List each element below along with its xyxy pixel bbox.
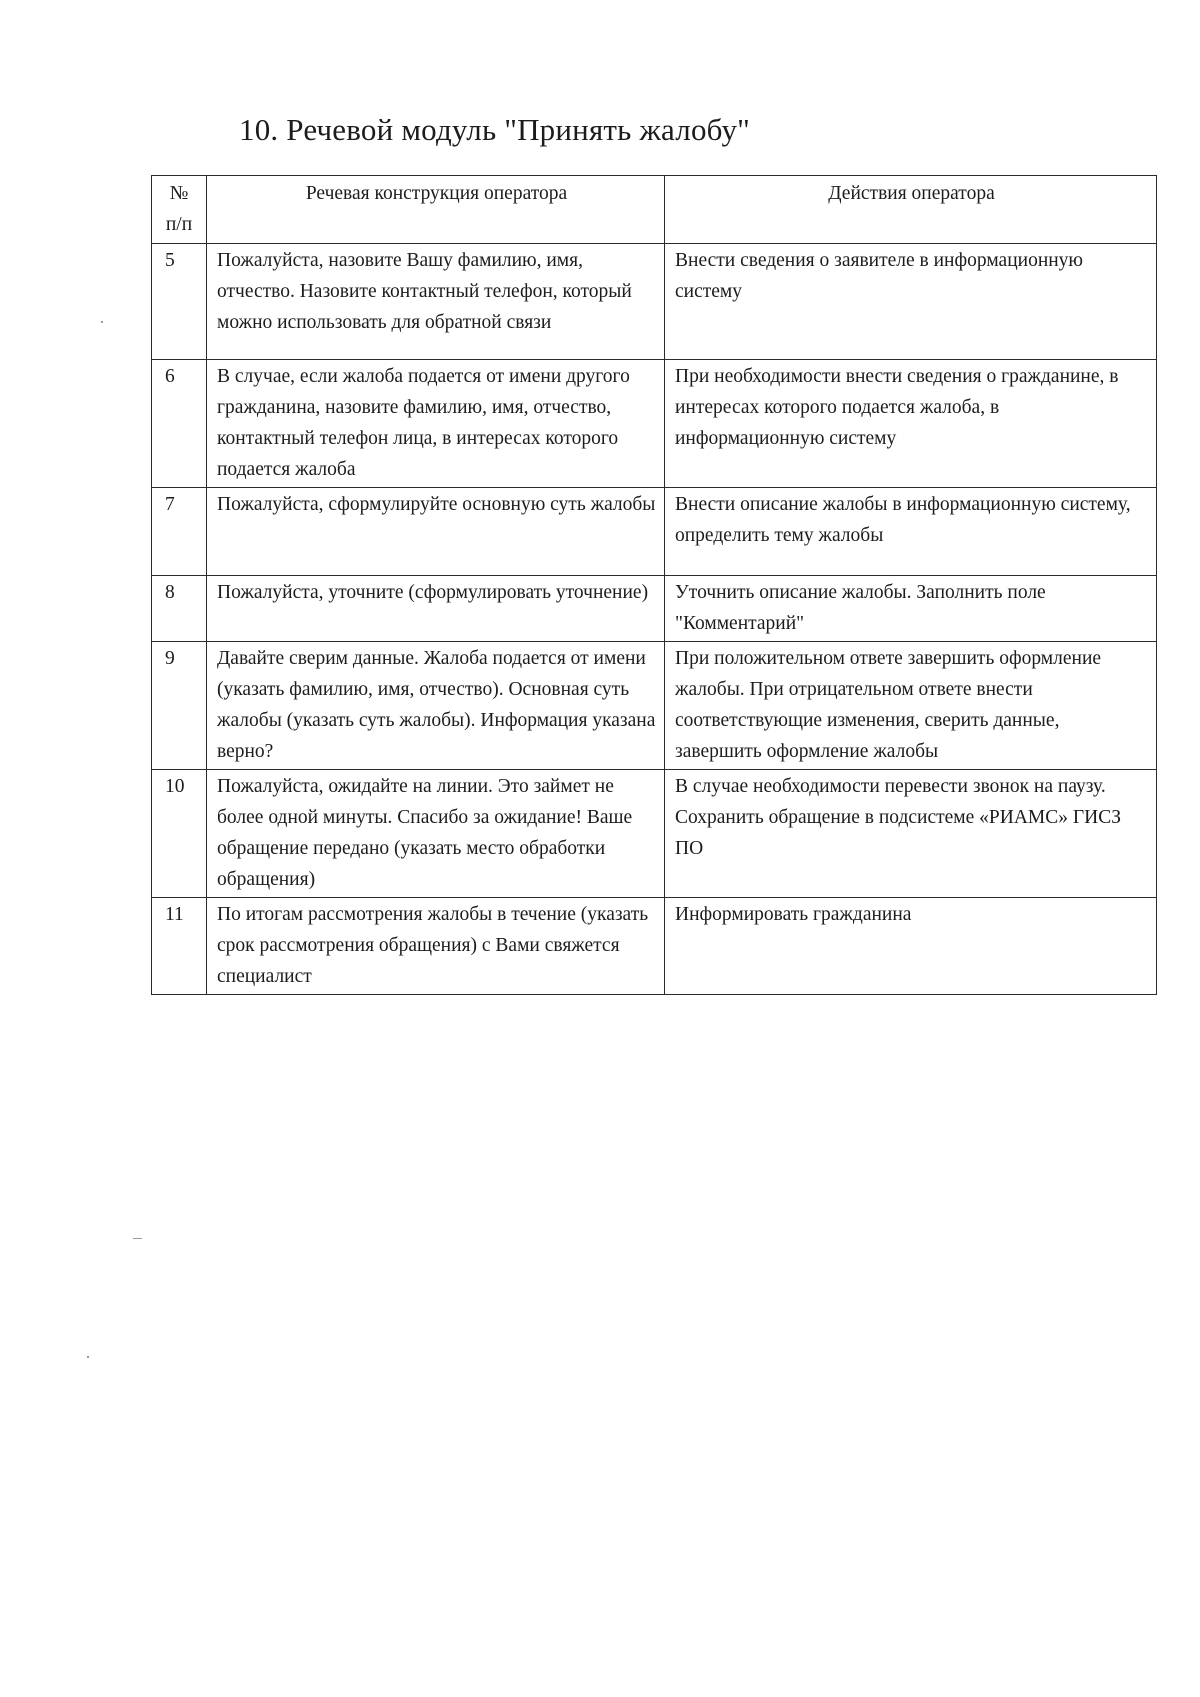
column-header-action: Действия оператора [665, 176, 1157, 244]
column-header-speech: Речевая конструкция оператора [207, 176, 665, 244]
column-header-number [152, 176, 207, 244]
speech-cell: В случае, если жалоба подается от имени другого гражданина, назовите фамилию, имя, отчество, контактный телефон лица, в интересах которого подается жалоба [207, 360, 665, 488]
row-number: 11 [152, 898, 207, 995]
scan-artifact [87, 1356, 89, 1358]
table-row [152, 488, 1157, 576]
action-cell: Уточнить описание жалобы. Заполнить поле "Комментарий" [665, 576, 1157, 642]
row-number: 9 [152, 642, 207, 770]
scan-artifact [101, 321, 103, 323]
speech-cell: Пожалуйста, сформулируйте основную суть жалобы [207, 488, 665, 576]
row-number: 8 [152, 576, 207, 642]
table-row [152, 642, 1157, 770]
row-number: 6 [152, 360, 207, 488]
action-cell: Информировать гражданина [665, 898, 1157, 995]
speech-cell: По итогам рассмотрения жалобы в течение (указать срок рассмотрения обращения) с Вами свяжется специалист [207, 898, 665, 995]
speech-module-table [151, 175, 1157, 995]
table-row [152, 770, 1157, 898]
speech-cell: Давайте сверим данные. Жалоба подается от имени (указать фамилию, имя, отчество). Основная суть жалобы (указать суть жалобы). Информация указана верно? [207, 642, 665, 770]
column-header-number-symbol: № [169, 183, 189, 204]
action-cell: В случае необходимости перевести звонок на паузу. Сохранить обращение в подсистеме «РИАМС» ГИСЗ ПО [665, 770, 1157, 898]
speech-cell: Пожалуйста, уточните (сформулировать уточнение) [207, 576, 665, 642]
row-number: 5 [152, 244, 207, 360]
speech-cell: Пожалуйста, ожидайте на линии. Это займет не более одной минуты. Спасибо за ожидание! Ваше обращение передано (указать место обработки обращения) [207, 770, 665, 898]
action-cell: При положительном ответе завершить оформление жалобы. При отрицательном ответе внести соответствующие изменения, сверить данные, завершить оформление жалобы [665, 642, 1157, 770]
table-row [152, 576, 1157, 642]
action-cell: При необходимости внести сведения о гражданине, в интересах которого подается жалоба, в информационную систему [665, 360, 1157, 488]
column-header-number-abbrev: п/п [165, 214, 193, 235]
table-header-row [152, 176, 1157, 244]
scan-artifact [133, 1238, 142, 1239]
table-row [152, 244, 1157, 360]
action-cell: Внести описание жалобы в информационную систему, определить тему жалобы [665, 488, 1157, 576]
row-number: 10 [152, 770, 207, 898]
page-title: 10. Речевой модуль "Принять жалобу" [239, 112, 751, 147]
row-number: 7 [152, 488, 207, 576]
action-cell: Внести сведения о заявителе в информационную систему [665, 244, 1157, 360]
table-row [152, 898, 1157, 995]
speech-cell: Пожалуйста, назовите Вашу фамилию, имя, отчество. Назовите контактный телефон, который можно использовать для обратной связи [207, 244, 665, 360]
table-row [152, 360, 1157, 488]
